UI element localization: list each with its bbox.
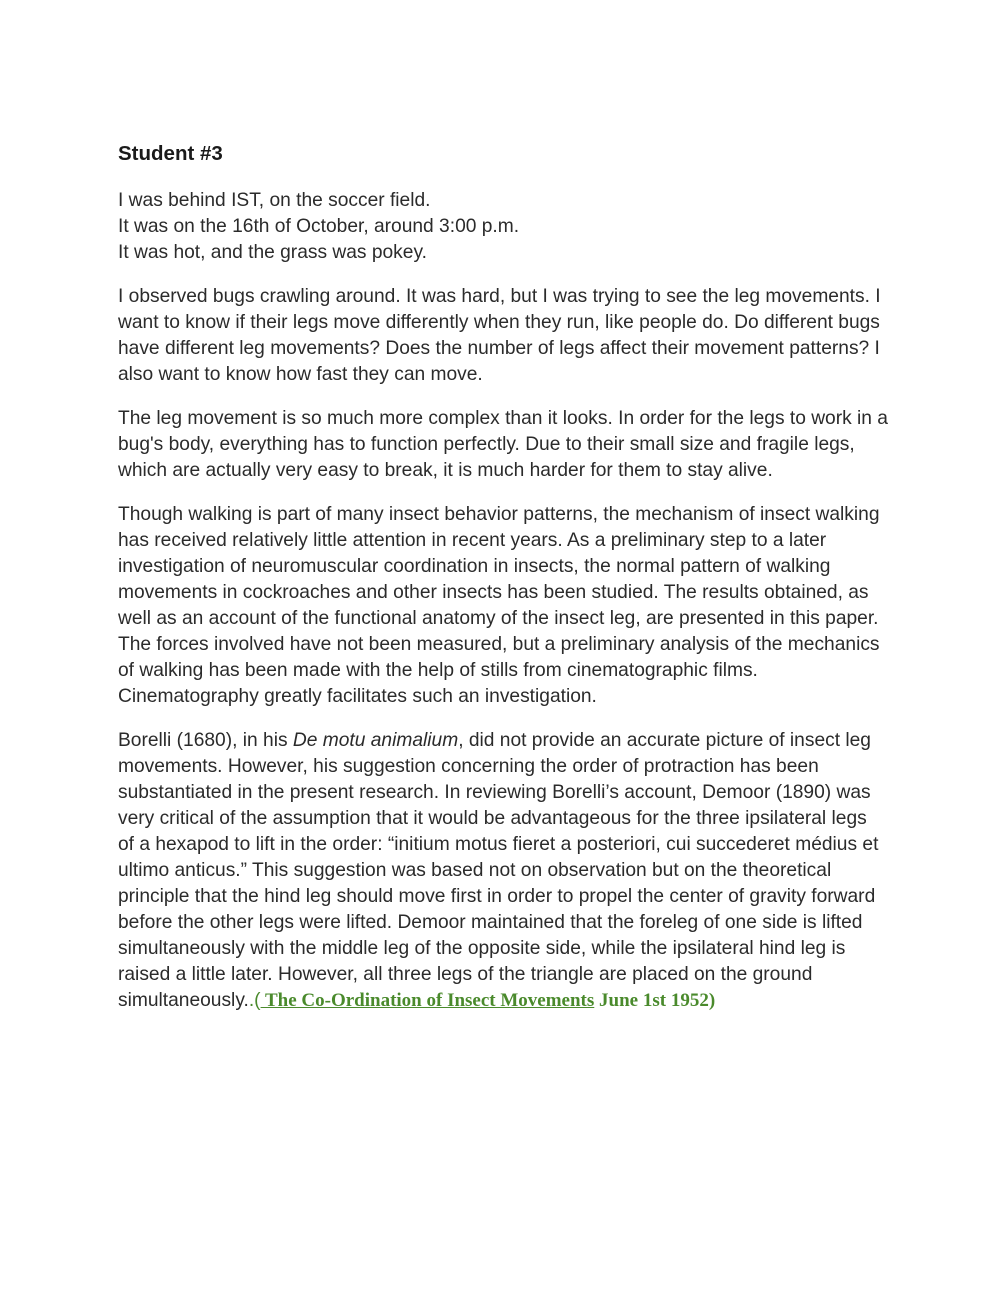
- borelli-text-body: , did not provide an accurate picture of insect leg movements. However, his suggestion concerning the order of protraction has been substantiated in the present research. In reviewing Borelli’s account, Demoor (1890) was very critical of the assumption that it would be advantageous for the three ipsilateral legs of a hexapod to lift in the order: “initium motus fieret a posteriori, cui succederet médius et ultimo anticus.” This suggestion was based not on observation but on the theoretical principle that the hind leg should move first in order to propel the center of gravity forward before the other legs were lifted. Demoor maintained that the foreleg of one side is lifted simultaneously with the middle leg of the opposite side, while the ipsilateral hind leg is raised a little later. However, all three legs of the triangle are placed on the ground simultaneously.: [118, 730, 879, 1011]
- observation-block: [118, 188, 888, 266]
- citation-open-paren: .(: [248, 990, 261, 1011]
- paragraph-questions: I observed bugs crawling around. It was hard, but I was trying to see the leg movements. I want to know if their legs move differently when they run, like people do. Do different bugs have different leg movements? Does the number of legs affect their movement patterns? I also want to know how fast they can move.: [118, 286, 881, 385]
- paragraph-walking-mechanism: Though walking is part of many insect behavior patterns, the mechanism of insect walking has received relatively little attention in recent years. As a preliminary step to a later investigation of neuromuscular coordination in insects, the normal pattern of walking movements in cockroaches and other insects has been studied. The results obtained, as well as an account of the functional anatomy of the insect leg, are presented in this paper. The forces involved have not been measured, but a preliminary analysis of the mechanics of walking has been made with the help of stills from cinematographic films. Cinematography greatly facilitates such an investigation.: [118, 504, 880, 707]
- paragraph-borelli: [118, 728, 888, 1014]
- paragraph-leg-complexity: The leg movement is so much more complex than it looks. In order for the legs to work in a bug's body, everything has to function perfectly. Due to their small size and fragile legs, which are actually very easy to break, it is much harder for them to stay alive.: [118, 408, 888, 481]
- observation-line-date: It was on the 16th of October, around 3:00 p.m.: [118, 216, 520, 237]
- observation-line-location: I was behind IST, on the soccer field.: [118, 190, 431, 211]
- document-title: Student #3: [118, 142, 223, 165]
- citation-link[interactable]: The Co-Ordination of Insect Movements: [260, 990, 595, 1011]
- borelli-text-start: Borelli (1680), in his: [118, 730, 293, 751]
- observation-line-conditions: It was hot, and the grass was pokey.: [118, 242, 427, 263]
- document-page: [118, 140, 888, 1032]
- book-title-italic: De motu animalium: [292, 730, 459, 751]
- citation-date: June 1st 1952): [594, 990, 716, 1011]
